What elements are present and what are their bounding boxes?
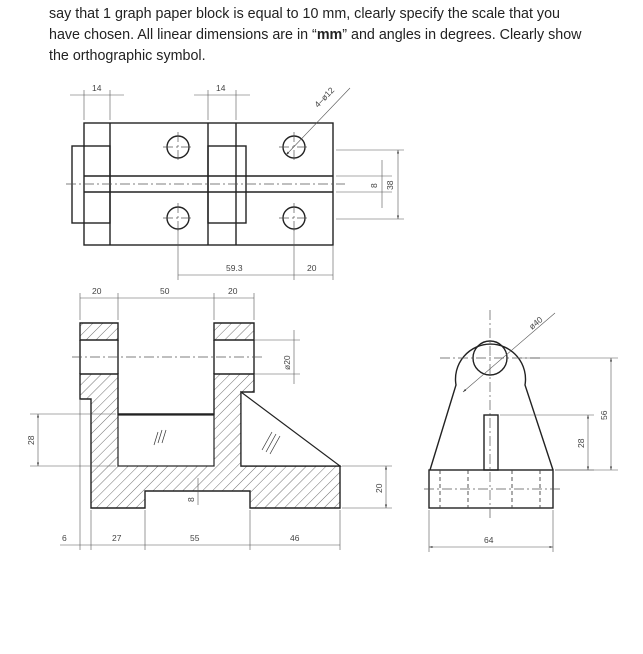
dim-boss-dia: ø40	[526, 314, 545, 332]
hole-bottom-right	[279, 203, 309, 233]
dim-6: 6	[62, 533, 67, 543]
inner-cavity	[118, 415, 214, 466]
dim-side-28: 28	[576, 438, 586, 448]
side-rib	[484, 415, 498, 470]
dim-hole-spacing: 59.3	[226, 263, 243, 273]
dim-edge: 20	[307, 263, 317, 273]
dim-slot: 8	[369, 183, 379, 188]
dim-base-width: 64	[484, 535, 494, 545]
top-view	[66, 83, 404, 280]
instruction-line-3: the orthographic symbol.	[49, 48, 206, 64]
hole-callout: 4–ø12	[312, 85, 337, 110]
hole-bottom-left	[163, 203, 193, 233]
dim-46: 46	[290, 533, 300, 543]
instruction-line-2: have chosen. All linear dimensions are in “mm” and angles in degrees. Clearly show	[49, 27, 582, 43]
dim-left-width: 14	[92, 83, 102, 93]
side-view	[424, 310, 618, 552]
unit-mm: mm	[316, 27, 343, 43]
dim-gap: 50	[160, 286, 170, 296]
dim-27: 27	[112, 533, 122, 543]
dim-55: 55	[190, 533, 200, 543]
front-view	[26, 286, 392, 550]
dim-lug-left: 20	[92, 286, 102, 296]
dim-height: 38	[385, 180, 395, 190]
top-view-middle-tab	[208, 146, 246, 223]
rib	[241, 392, 340, 466]
side-upright	[430, 344, 553, 470]
top-view-left-tab	[72, 146, 110, 223]
dim-lug-right: 20	[228, 286, 238, 296]
dim-slot-depth: 8	[186, 497, 196, 502]
dim-hole-dia: ø20	[282, 355, 292, 370]
lug-right-top	[214, 323, 254, 340]
dim-left-height: 28	[26, 435, 36, 445]
dim-base-height: 20	[374, 483, 384, 493]
dim-side-56: 56	[599, 410, 609, 420]
dim-mid-width: 14	[216, 83, 226, 93]
instruction-line-1: say that 1 graph paper block is equal to 10 mm, clearly specify the scale that you	[49, 6, 560, 22]
lug-left-top	[80, 323, 118, 340]
hole-top-left	[163, 132, 193, 162]
